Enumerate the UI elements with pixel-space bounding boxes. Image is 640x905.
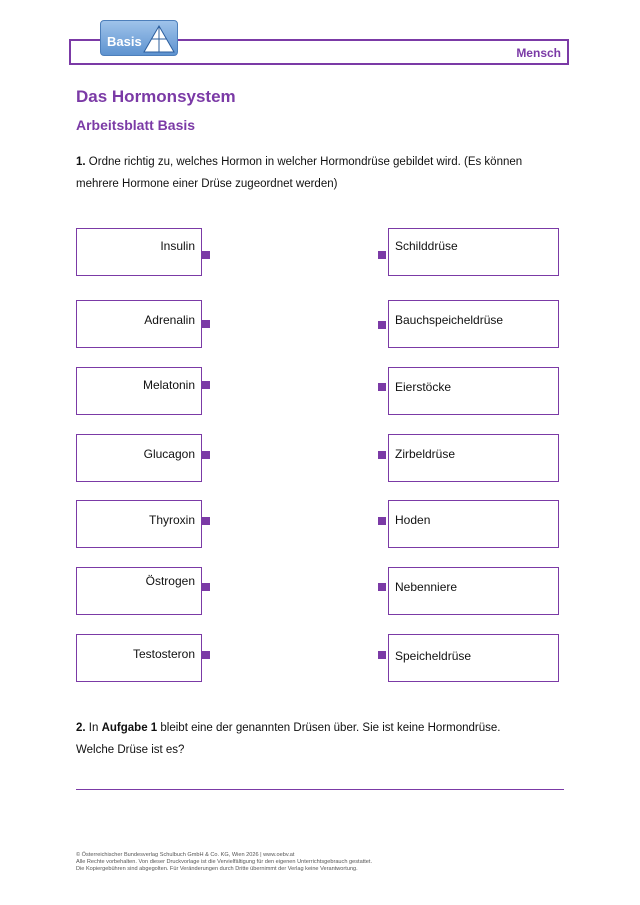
hormone-box[interactable] [76, 434, 202, 482]
hormone-connector-dot[interactable] [202, 381, 210, 389]
gland-box[interactable] [388, 300, 559, 348]
task-2-bold: Aufgabe 1 [101, 722, 158, 734]
task-1-number: 1. [76, 156, 86, 168]
hormone-connector-dot[interactable] [202, 651, 210, 659]
hormone-label: Melatonin [142, 378, 195, 392]
hormone-box[interactable] [76, 367, 202, 415]
hormone-connector-dot[interactable] [202, 320, 210, 328]
gland-connector-dot[interactable] [378, 651, 386, 659]
gland-box[interactable] [388, 500, 559, 548]
page-title: Das Hormonsystem [76, 87, 236, 106]
gland-connector-dot[interactable] [378, 451, 386, 459]
hormone-box[interactable] [76, 634, 202, 682]
task-2-text-line2: Welche Drüse ist es? [76, 744, 185, 756]
subject-label: Mensch [516, 46, 561, 60]
gland-connector-dot[interactable] [378, 383, 386, 391]
footer [76, 852, 372, 873]
hormone-box[interactable] [76, 300, 202, 348]
hormone-label: Adrenalin [144, 313, 195, 327]
answer-line[interactable] [76, 789, 564, 790]
footer-line3: Die Kopiergebühren sind abgegolten. Für Veränderungen durch Dritte übernimmt der Verlag keine Verantwortung. [76, 866, 358, 872]
footer-line2: Alle Rechte vorbehalten. Von dieser Druckvorlage ist die Vervielfältigung für den eigenen Unterrichtsgebrauch gestattet. [76, 859, 373, 865]
hormone-label: Insulin [160, 239, 195, 253]
gland-label: Bauchspeicheldrüse [395, 313, 504, 327]
gland-label: Nebenniere [395, 580, 458, 594]
gland-connector-dot[interactable] [378, 321, 386, 329]
triangle-logo-icon [143, 25, 175, 53]
task-2-text-b: bleibt eine der genannten Drüsen über. Sie ist keine Hormondrüse. [160, 722, 501, 734]
hormone-box[interactable] [76, 567, 202, 615]
basis-logo [100, 20, 178, 56]
hormone-connector-dot[interactable] [202, 251, 210, 259]
gland-label: Hoden [395, 513, 431, 527]
gland-box[interactable] [388, 634, 559, 682]
gland-box[interactable] [388, 228, 559, 276]
gland-label: Zirbeldrüse [395, 447, 456, 461]
hormone-label: Glucagon [143, 447, 195, 461]
gland-box[interactable] [388, 567, 559, 615]
task-1-text-line1: Ordne richtig zu, welches Hormon in welcher Hormondrüse gebildet wird. (Es können [88, 156, 523, 168]
task-1-instructions [76, 151, 556, 195]
hormone-label: Östrogen [145, 574, 195, 588]
hormone-label: Testosteron [132, 647, 195, 661]
gland-box[interactable] [388, 434, 559, 482]
task-2-text-a: In [88, 722, 99, 734]
hormone-box[interactable] [76, 500, 202, 548]
footer-line1: © Österreichischer Bundesverlag Schulbuch GmbH & Co. KG, Wien 2026 | www.oebv.at [76, 852, 295, 858]
hormone-label: Thyroxin [148, 513, 195, 527]
hormone-box[interactable] [76, 228, 202, 276]
task-2-instructions [76, 717, 556, 761]
gland-label: Eierstöcke [395, 380, 452, 394]
logo-text: Basis [107, 34, 142, 49]
gland-connector-dot[interactable] [378, 517, 386, 525]
page-subtitle: Arbeitsblatt Basis [76, 117, 196, 133]
gland-label: Schilddrüse [395, 239, 458, 253]
task-2-number: 2. [76, 722, 86, 734]
task-1-text-line2: mehrere Hormone einer Drüse zugeordnet werden) [76, 178, 338, 190]
gland-label: Speicheldrüse [395, 649, 472, 663]
gland-box[interactable] [388, 367, 559, 415]
hormone-connector-dot[interactable] [202, 451, 210, 459]
hormone-connector-dot[interactable] [202, 517, 210, 525]
gland-connector-dot[interactable] [378, 251, 386, 259]
hormone-connector-dot[interactable] [202, 583, 210, 591]
gland-connector-dot[interactable] [378, 583, 386, 591]
